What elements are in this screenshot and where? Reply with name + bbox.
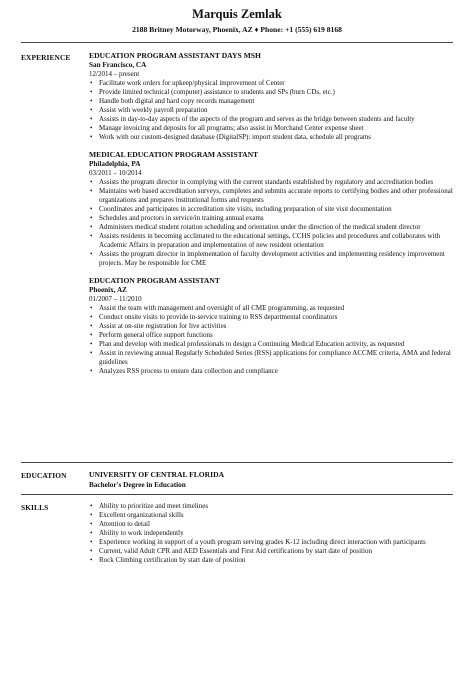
job-bullet: • Perform general office support functions (89, 331, 459, 340)
section-label-skills: SKILLS (21, 503, 49, 512)
job-bullet: • Analyzes RSS process to ensure data collection and compliance (89, 367, 459, 376)
job-title: EDUCATION PROGRAM ASSISTANT (89, 276, 220, 285)
skill-item: • Ability to prioritize and meet timelines (89, 502, 459, 511)
job-bullet: • Assists residents in becoming acclimated to the educational settings, CCHS policies and procedures and collaborates with Academic Affairs in preparation and implementation of new resident orientation (89, 232, 459, 250)
skills-list (89, 502, 459, 565)
job-location: Phoenix, AZ (89, 286, 127, 294)
job-bullet: • Maintains web based accreditation surveys, completes and submits accurate reports to certifying bodies and other professional organizations and prepares institutional forms and requests (89, 187, 459, 205)
job-entry (89, 150, 459, 268)
education-school: UNIVERSITY OF CENTRAL FLORIDA (89, 470, 225, 479)
job-entry (89, 276, 459, 376)
experience-divider (21, 462, 453, 463)
job-bullet: • Assist with weekly payroll preparation (89, 106, 459, 115)
job-bullet: • Assist in reviewing annual Regularly Scheduled Series (RSS) applications for compliance ACCME criteria, AMA and federal guidelines (89, 349, 459, 367)
resume-header (0, 0, 474, 35)
job-bullet: • Assists the program director in implementation of faculty development activities and implementing residency improvement projects. May be responsible for CME (89, 250, 459, 268)
education-entry (89, 470, 459, 490)
section-label-experience: EXPERIENCE (21, 53, 71, 62)
skills-bullets (89, 502, 459, 565)
skill-item: • Ability to work independently (89, 529, 459, 538)
job-bullet: • Work with our custom-designed database (DigitalSP): import student data, schedule all programs (89, 133, 459, 142)
skill-item: • Attention to detail (89, 520, 459, 529)
job-bullets (89, 178, 459, 268)
skill-item: • Current, valid Adult CPR and AED Essentials and First Aid certifications by start date of position (89, 547, 459, 556)
education-divider (21, 494, 453, 495)
job-title: EDUCATION PROGRAM ASSISTANT DAYS MSH (89, 51, 261, 60)
skill-item: • Excellent organizational skills (89, 511, 459, 520)
section-label-education: EDUCATION (21, 471, 67, 480)
job-location: San Francisco, CA (89, 61, 147, 69)
job-bullets (89, 79, 459, 142)
job-bullet: • Conduct onsite visits to provide in-service training to RSS departmental coordinators (89, 313, 459, 322)
candidate-name: Marquis Zemlak (192, 7, 282, 21)
header-divider (21, 42, 453, 43)
job-bullet: • Assist at on-site registration for live activities (89, 322, 459, 331)
job-dates: 03/2011 – 10/2014 (89, 169, 142, 177)
job-bullet: • Assists the program director in complying with the current standards established by regulatory and accreditation bodies (89, 178, 459, 187)
job-bullet: • Assists in day-to-day aspects of the aspects of the program and serves as the bridge between students and faculty (89, 115, 459, 124)
job-location: Philadelphia, PA (89, 160, 141, 168)
job-entry (89, 51, 459, 142)
job-bullet: • Facilitate work orders for upkeep/physical improvement of Center (89, 79, 459, 88)
job-bullet: • Schedules and proctors in service/in training annual exams (89, 214, 459, 223)
job-bullet: • Coordinates and participates in accreditation site visits, including preparation of site visit documentation (89, 205, 459, 214)
education-degree: Bachelor's Degree in Education (89, 481, 186, 489)
job-dates: 01/2007 – 11/2010 (89, 295, 142, 303)
job-bullet: • Handle both digital and hard copy records management (89, 97, 459, 106)
experience-list (89, 51, 459, 384)
job-bullet: • Manage invoicing and deposits for all programs; also assist in Morchand Center expense sheet (89, 124, 459, 133)
contact-line: 2188 Britney Motorway, Phoenix, AZ ♦ Phone: +1 (555) 619 8168 (132, 25, 342, 34)
job-dates: 12/2014 – present (89, 70, 140, 78)
job-bullet: • Provide limited technical (computer) assistance to students and SPs (burn CDs, etc.) (89, 88, 459, 97)
job-bullet: • Assist the team with management and oversight of all CME programming, as requested (89, 304, 459, 313)
job-bullet: • Administers medical student rotation scheduling and orientation under the direction of the medical student director (89, 223, 459, 232)
skill-item: • Experience working in support of a youth program serving grades K-12 including direct interaction with participants (89, 538, 459, 547)
job-bullet: • Plan and develop with medical professionals to design a Continuing Medical Education activity, as requested (89, 340, 459, 349)
skill-item: • Rock Climbing certification by start date of position (89, 556, 459, 565)
job-bullets (89, 304, 459, 376)
job-title: MEDICAL EDUCATION PROGRAM ASSISTANT (89, 150, 259, 159)
